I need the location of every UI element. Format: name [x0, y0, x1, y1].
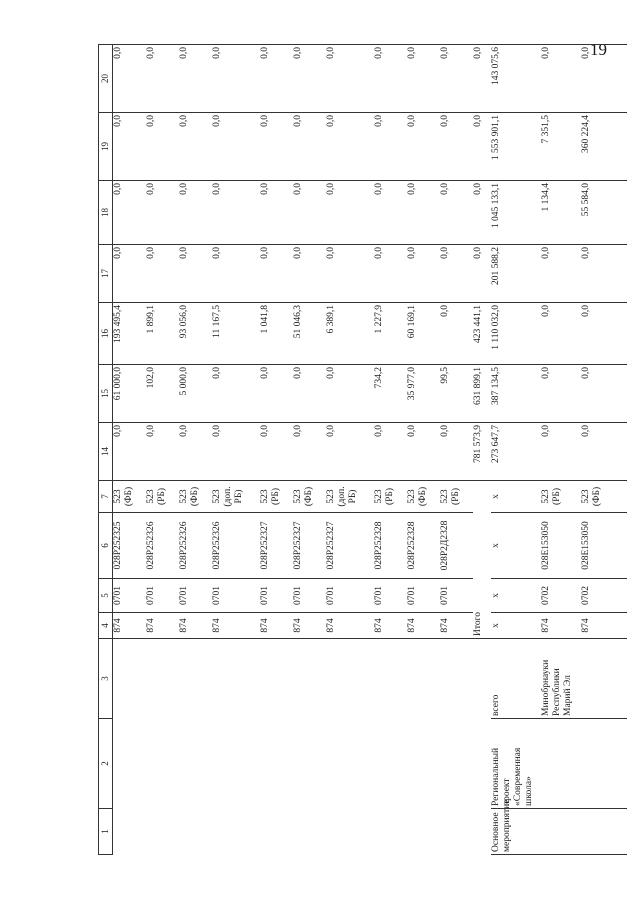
cell-c18: 0,0 [146, 181, 179, 245]
cell-c5: 0701 [326, 579, 374, 613]
cell-c6: 028P252326 [146, 513, 179, 579]
cell-c14: 0,0 [440, 423, 473, 481]
cell-c14: 0,0 [146, 423, 179, 481]
cell-c7: 523 (ФБ) [293, 481, 326, 513]
cell-c19: 7 351,5 [541, 113, 581, 181]
cell-c16: 93 056,0 [179, 303, 212, 365]
header-col-4: 4 [99, 613, 113, 639]
header-col-17: 17 [99, 245, 113, 303]
cell-c7: 523 (РБ) [541, 481, 581, 513]
cell-c19: 0,0 [407, 113, 440, 181]
table-row [407, 45, 440, 855]
cell-c14: 0,0 [113, 423, 147, 481]
cell-c5: 0702 [581, 579, 627, 613]
cell-c5: 0701 [407, 579, 440, 613]
cell-c18: 0,0 [260, 181, 293, 245]
header-col-3: 3 [99, 639, 113, 719]
header-col-5: 5 [99, 579, 113, 613]
cell-c19: 0,0 [212, 113, 260, 181]
cell-c6: 028P252327 [293, 513, 326, 579]
cell-c18: 0,0 [293, 181, 326, 245]
cell-c18: 0,0 [407, 181, 440, 245]
budget-table [98, 44, 627, 855]
cell-c4: 874 [113, 613, 147, 639]
cell-c17: 0,0 [440, 245, 473, 303]
itogo-c16: 423 441,1 [473, 303, 491, 365]
cell-c17: 201 588,2 [491, 245, 541, 303]
cell-c15: 0,0 [326, 365, 374, 423]
cell-c4: 874 [374, 613, 407, 639]
cell-c16: 1 227,9 [374, 303, 407, 365]
cell-c18: 0,0 [374, 181, 407, 245]
cell-c14: 0,0 [326, 423, 374, 481]
cell-c4: 874 [541, 613, 581, 639]
itogo-c18: 0,0 [473, 181, 491, 245]
table-row [440, 45, 473, 855]
cell-c4: 874 [326, 613, 374, 639]
cell-c6: 028P252328 [374, 513, 407, 579]
cell-c20: 0,0 [146, 45, 179, 113]
table-row [146, 45, 179, 855]
cell-c7: 523 (РБ) [260, 481, 293, 513]
itogo-c19: 0,0 [473, 113, 491, 181]
cell-c19: 0,0 [374, 113, 407, 181]
cell-c20: 0,0 [541, 45, 581, 113]
itogo-c14: 781 573,9 [473, 423, 491, 481]
cell-c19: 0,0 [146, 113, 179, 181]
cell-c16: 0,0 [440, 303, 473, 365]
header-col-2: 2 [99, 719, 113, 809]
cell-c15: 0,0 [293, 365, 326, 423]
itogo-c20: 0,0 [473, 45, 491, 113]
cell-c6: 028P252325 [113, 513, 147, 579]
header-col-15: 15 [99, 365, 113, 423]
cell-c14: 0,0 [179, 423, 212, 481]
itogo-c15: 631 899,1 [473, 365, 491, 423]
header-row [99, 45, 113, 855]
header-col-16: 16 [99, 303, 113, 365]
cell-c18: 0,0 [440, 181, 473, 245]
cell-c17: 0,0 [407, 245, 440, 303]
cell-c17: 0,0 [179, 245, 212, 303]
cell-c6: 028P2Д2328 [440, 513, 473, 579]
cell-c14: 0,0 [212, 423, 260, 481]
cell-c7: 523 (ФБ) [113, 481, 147, 513]
cell-c4: 874 [440, 613, 473, 639]
cell-c18: 55 584,0 [581, 181, 627, 245]
ministry-label: Минобрнауки Республики Марий Эл [541, 639, 627, 719]
regional-project-label: Региональный проект «Современная школа» [491, 719, 627, 809]
cell-c5: 0701 [374, 579, 407, 613]
cell-c4: 874 [581, 613, 627, 639]
cell-c20: 0,0 [374, 45, 407, 113]
cell-c16: 11 167,5 [212, 303, 260, 365]
cell-c15: 0,0 [541, 365, 581, 423]
cell-c19: 0,0 [293, 113, 326, 181]
cell-c17: 0,0 [212, 245, 260, 303]
header-col-7: 7 [99, 481, 113, 513]
table-row [260, 45, 293, 855]
itogo-c17: 0,0 [473, 245, 491, 303]
cell-c16: 0,0 [541, 303, 581, 365]
cell-c5: 0702 [541, 579, 581, 613]
vsego-row [491, 45, 541, 855]
table-row [293, 45, 326, 855]
main-activity-label: Основное мероприятие [491, 809, 627, 855]
cell-c20: 0,0 [212, 45, 260, 113]
cell-c16: 0,0 [581, 303, 627, 365]
cell-c7: 523 (РБ) [374, 481, 407, 513]
cell-c14: 0,0 [260, 423, 293, 481]
cell-c20: 0,0 [407, 45, 440, 113]
cell-c20: 0,0 [581, 45, 627, 113]
cell-c5: x [491, 579, 541, 613]
cell-c14: 0,0 [374, 423, 407, 481]
cell-c6: 028E153050 [541, 513, 581, 579]
cell-c6: 028P252326 [179, 513, 212, 579]
cell-c5: 0701 [146, 579, 179, 613]
table-row [179, 45, 212, 855]
cell-c19: 0,0 [260, 113, 293, 181]
cell-c16: 6 389,1 [326, 303, 374, 365]
cell-c17: 0,0 [581, 245, 627, 303]
cell-c7: 523 (ФБ) [581, 481, 627, 513]
cell-c6: 028P252326 [212, 513, 260, 579]
cell-c5: 0701 [212, 579, 260, 613]
header-col-14: 14 [99, 423, 113, 481]
cell-c17: 0,0 [146, 245, 179, 303]
cell-c18: 0,0 [326, 181, 374, 245]
cell-c7: 523 (РБ) [146, 481, 179, 513]
cell-c19: 1 553 901,1 [491, 113, 541, 181]
cell-c5: 0701 [293, 579, 326, 613]
cell-c14: 0,0 [293, 423, 326, 481]
cell-c19: 360 224,4 [581, 113, 627, 181]
cell-c16: 1 041,8 [260, 303, 293, 365]
cell-c15: 387 134,5 [491, 365, 541, 423]
header-col-6: 6 [99, 513, 113, 579]
cell-c16: 1 110 032,0 [491, 303, 541, 365]
cell-c20: 0,0 [440, 45, 473, 113]
cell-c4: x [491, 613, 541, 639]
table-row [113, 45, 147, 855]
cell-c15: 35 977,0 [407, 365, 440, 423]
cell-c4: 874 [260, 613, 293, 639]
cell-c20: 0,0 [326, 45, 374, 113]
cell-c6: x [491, 513, 541, 579]
cell-c14: 0,0 [541, 423, 581, 481]
cell-c5: 0701 [440, 579, 473, 613]
cell-c15: 0,0 [581, 365, 627, 423]
cell-c15: 99,5 [440, 365, 473, 423]
vsego-label: всего [491, 639, 541, 719]
cell-c19: 0,0 [113, 113, 147, 181]
cell-c7: 523 (РБ) [440, 481, 473, 513]
itogo-label: Итого [473, 481, 491, 639]
cell-c17: 0,0 [374, 245, 407, 303]
cell-c19: 0,0 [326, 113, 374, 181]
cell-c17: 0,0 [293, 245, 326, 303]
cell-c20: 143 075,6 [491, 45, 541, 113]
cell-c7: 523 (доп. РБ) [212, 481, 260, 513]
cell-c20: 0,0 [179, 45, 212, 113]
cell-c16: 1 899,1 [146, 303, 179, 365]
cell-c4: 874 [146, 613, 179, 639]
header-col-18: 18 [99, 181, 113, 245]
cell-c19: 0,0 [440, 113, 473, 181]
cell-c7: 523 (ФБ) [407, 481, 440, 513]
table-row [212, 45, 260, 855]
cell-c6: 028P252328 [407, 513, 440, 579]
cell-c7: 523 (ФБ) [179, 481, 212, 513]
cell-c15: 734,2 [374, 365, 407, 423]
cell-c5: 0701 [260, 579, 293, 613]
cell-c6: 028P252327 [260, 513, 293, 579]
cell-c18: 0,0 [179, 181, 212, 245]
cell-c7: 523 (доп. РБ) [326, 481, 374, 513]
header-col-19: 19 [99, 113, 113, 181]
cell-c17: 0,0 [326, 245, 374, 303]
cell-c4: 874 [407, 613, 440, 639]
page-number: 19 [590, 40, 607, 59]
cell-c14: 0,0 [581, 423, 627, 481]
cell-c4: 874 [293, 613, 326, 639]
cell-c17: 0,0 [113, 245, 147, 303]
cell-c6: 028P252327 [326, 513, 374, 579]
cell-c15: 0,0 [260, 365, 293, 423]
table-row [326, 45, 374, 855]
cell-c5: 0701 [113, 579, 147, 613]
cell-c16: 51 046,3 [293, 303, 326, 365]
cell-c20: 0,0 [293, 45, 326, 113]
cell-c15: 102,0 [146, 365, 179, 423]
cell-c20: 0,0 [260, 45, 293, 113]
cell-c14: 0,0 [407, 423, 440, 481]
cell-c18: 0,0 [113, 181, 147, 245]
cell-c18: 1 045 133,1 [491, 181, 541, 245]
table-row [374, 45, 407, 855]
itogo-row [473, 45, 491, 855]
cell-c7: x [491, 481, 541, 513]
cell-c15: 0,0 [212, 365, 260, 423]
cell-c20: 0,0 [113, 45, 147, 113]
cell-c4: 874 [179, 613, 212, 639]
cell-c16: 60 169,1 [407, 303, 440, 365]
cell-c14: 273 647,7 [491, 423, 541, 481]
cell-c4: 874 [212, 613, 260, 639]
header-col-20: 20 [99, 45, 113, 113]
cell-c6: 028E153050 [581, 513, 627, 579]
cell-c16: 193 495,4 [113, 303, 147, 365]
cell-c18: 1 134,4 [541, 181, 581, 245]
cell-c17: 0,0 [541, 245, 581, 303]
cell-c18: 0,0 [212, 181, 260, 245]
cell-c5: 0701 [179, 579, 212, 613]
header-col-1: 1 [99, 809, 113, 855]
cell-c15: 5 000,0 [179, 365, 212, 423]
rotated-table-wrapper [98, 45, 608, 855]
cell-c15: 61 000,0 [113, 365, 147, 423]
cell-c19: 0,0 [179, 113, 212, 181]
cell-c17: 0,0 [260, 245, 293, 303]
